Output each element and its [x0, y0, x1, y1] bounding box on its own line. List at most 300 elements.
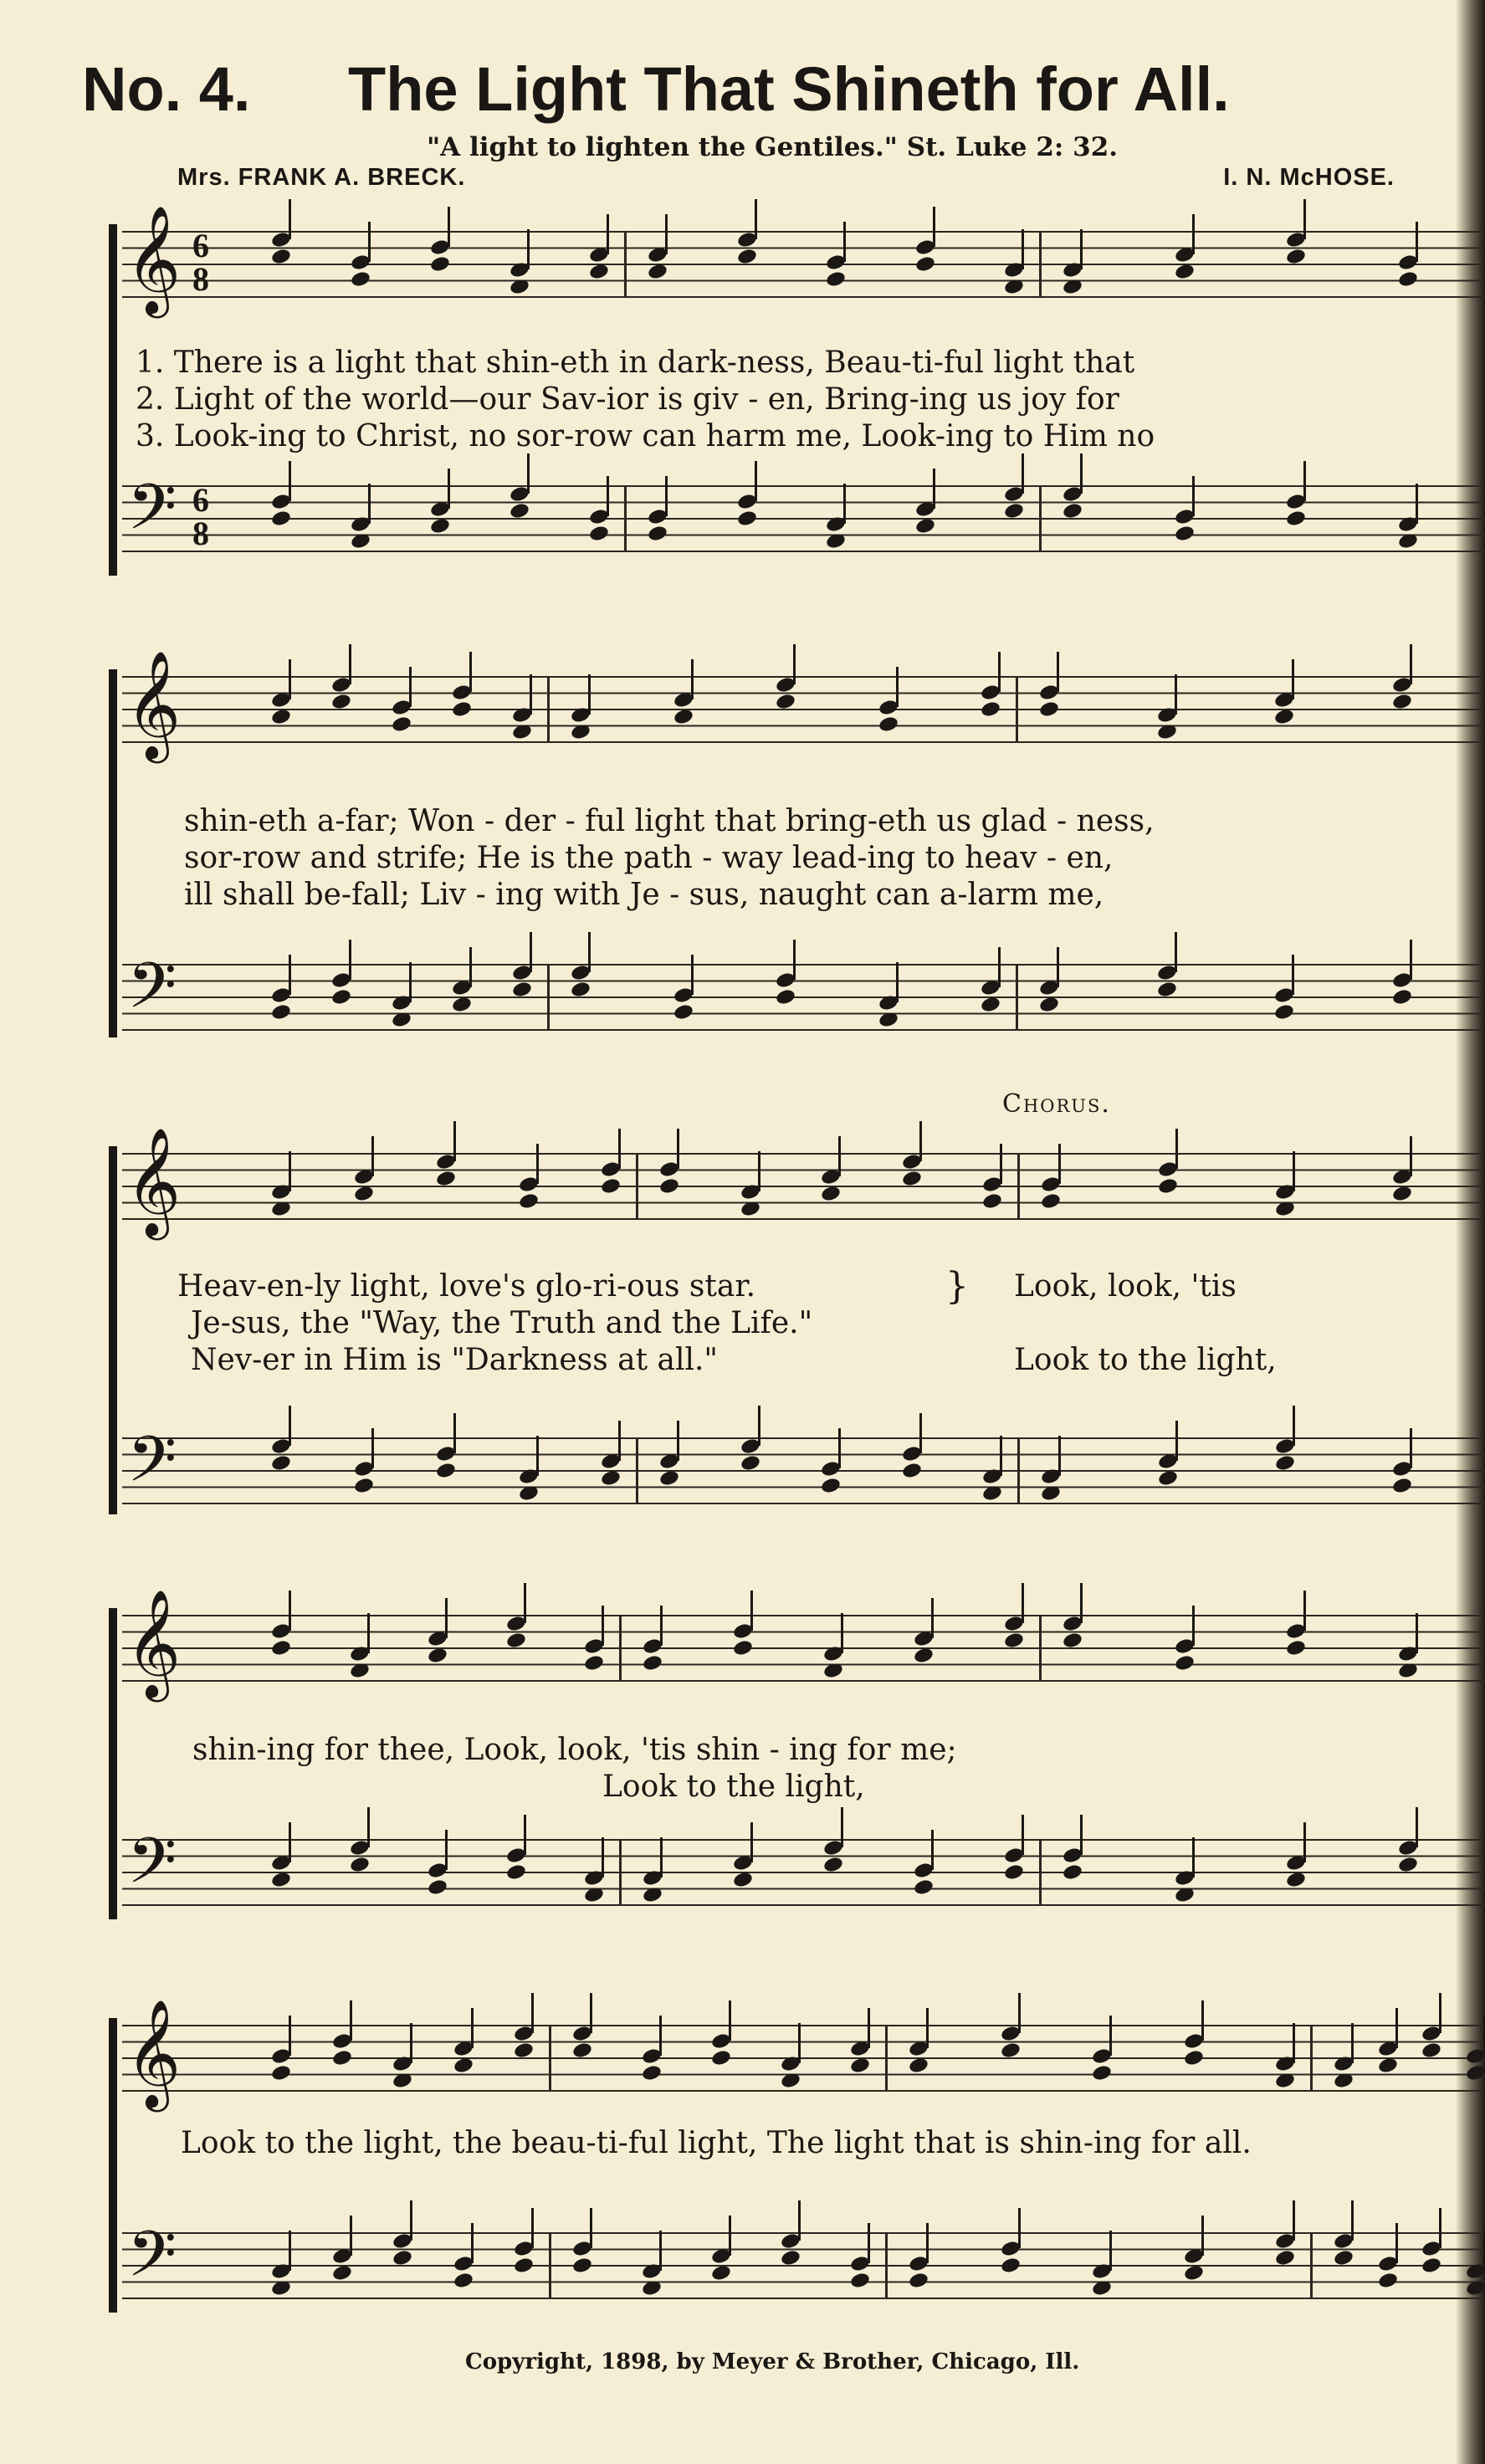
note-stem: [1080, 453, 1083, 494]
note-stem: [1000, 1144, 1002, 1184]
note-head: [330, 988, 352, 1007]
chorus-alto-line: Look to the light,: [602, 1770, 865, 1804]
barline: [547, 676, 550, 743]
note-stem: [1416, 1807, 1418, 1847]
note-head: [981, 1484, 1003, 1503]
note-head: [1183, 2264, 1205, 2282]
note-head: [1391, 693, 1413, 711]
note-head: [732, 1639, 754, 1657]
note-head: [429, 517, 451, 535]
note-stem: [843, 484, 846, 524]
note-stem: [1018, 1993, 1021, 2033]
note-head: [1285, 1871, 1307, 1889]
note-head: [914, 517, 936, 535]
note-head: [1174, 525, 1196, 543]
note-stem: [289, 1151, 291, 1191]
note-head: [1174, 1886, 1196, 1904]
note-head: [1003, 1632, 1025, 1650]
note-head: [353, 1185, 375, 1203]
chorus-label: Chorus.: [1002, 1089, 1111, 1119]
note-head: [513, 2041, 535, 2060]
note-head: [1377, 2057, 1399, 2075]
verse-2-line: 2. Light of the world—our Sav-ior is giv - en, Bring-ing us joy for: [136, 382, 1119, 417]
note-head: [600, 1177, 622, 1196]
note-head: [1091, 2064, 1113, 2082]
note-head: [1174, 1654, 1196, 1673]
note-stem: [793, 644, 796, 684]
note-head: [1038, 700, 1060, 719]
chorus-soprano-line: Look, look, 'tis: [1014, 1269, 1237, 1304]
note-stem: [527, 453, 530, 494]
note-stem: [350, 2216, 352, 2256]
music-system-5: [109, 1999, 1460, 2328]
note-stem: [750, 1822, 753, 1862]
bass-clef-icon: 𝄢: [127, 1422, 177, 1512]
note-head: [391, 1011, 412, 1029]
note-head: [1000, 2041, 1022, 2060]
note-stem: [1410, 1136, 1412, 1176]
barline: [1039, 485, 1042, 552]
verse-2-line: sor-row and strife; He is the path - way lead-ing to heav - en,: [184, 841, 1114, 875]
note-stem: [536, 1436, 539, 1476]
note-head: [878, 715, 899, 734]
note-stem: [350, 2000, 352, 2041]
note-head: [270, 510, 292, 528]
note-stem: [524, 1815, 526, 1855]
note-stem: [691, 955, 694, 995]
note-head: [1391, 1477, 1413, 1495]
note-head: [913, 1647, 935, 1665]
note-head: [270, 708, 292, 726]
note-stem: [590, 1993, 592, 2033]
note-stem: [750, 1591, 753, 1631]
note-head: [1062, 502, 1083, 520]
note-stem: [588, 674, 591, 715]
note-stem: [531, 1993, 534, 2033]
note-head: [427, 1647, 448, 1665]
note-stem: [1410, 1428, 1412, 1468]
note-stem: [531, 2208, 534, 2248]
note-head: [350, 270, 371, 289]
note-stem: [998, 652, 1001, 692]
note-head: [330, 693, 352, 711]
time-signature: 6 8: [192, 481, 209, 552]
note-head: [583, 1654, 605, 1673]
note-stem: [896, 667, 899, 707]
barline: [1039, 231, 1042, 298]
note-stem: [1018, 2208, 1021, 2248]
note-head: [1273, 1003, 1295, 1022]
system-bracket: [109, 1608, 117, 1919]
note-head: [641, 2279, 663, 2298]
note-head: [392, 2249, 413, 2267]
note-head: [1003, 278, 1025, 296]
note-head: [1274, 1454, 1296, 1473]
note-head: [641, 2064, 663, 2082]
note-stem: [367, 1613, 370, 1653]
note-stem: [931, 1830, 934, 1870]
note-stem: [758, 1151, 760, 1191]
note-head: [511, 981, 533, 999]
copyright-notice: Copyright, 1898, by Meyer & Brother, Chicago, Ill.: [465, 2349, 1080, 2374]
note-head: [647, 525, 668, 543]
note-stem: [1175, 932, 1177, 972]
note-head: [270, 2279, 292, 2298]
page-edge-shadow: [1457, 0, 1485, 2464]
note-head: [1391, 988, 1413, 1007]
note-head: [451, 996, 473, 1014]
note-head: [600, 1469, 622, 1488]
note-head: [270, 1200, 292, 1218]
barline: [885, 2025, 888, 2092]
note-stem: [841, 1807, 843, 1847]
note-head: [1397, 1662, 1419, 1680]
bass-clef-icon: 𝄢: [127, 470, 177, 560]
composer-credit: I. N. McHOSE.: [1223, 164, 1395, 191]
barline: [549, 2025, 551, 2092]
note-head: [732, 1871, 754, 1889]
bass-clef-icon: 𝄢: [127, 1824, 177, 1913]
note-stem: [367, 1807, 370, 1847]
note-stem: [445, 1598, 448, 1638]
note-stem: [469, 947, 472, 987]
note-head: [1377, 2272, 1399, 2290]
note-stem: [1395, 2223, 1398, 2263]
note-stem: [1439, 2208, 1441, 2248]
note-head: [1003, 502, 1025, 520]
note-stem: [607, 476, 609, 516]
note-head: [1091, 2279, 1113, 2298]
note-head: [658, 1177, 680, 1196]
note-head: [1062, 1632, 1083, 1650]
note-head: [270, 248, 292, 266]
note-stem: [289, 2016, 291, 2056]
note-head: [513, 2257, 535, 2275]
note-head: [710, 2264, 732, 2282]
note-head: [825, 270, 847, 289]
system-bracket: [109, 224, 117, 576]
bass-staff: [122, 470, 1485, 560]
note-stem: [524, 1583, 526, 1623]
note-head: [913, 1878, 935, 1897]
verse-1-line: Heav-en-ly light, love's glo-ri-ous star.: [177, 1269, 756, 1304]
note-head: [1397, 1856, 1419, 1874]
note-stem: [1303, 199, 1306, 239]
hymn-title: The Light That Shineth for All.: [348, 54, 1230, 124]
note-head: [1285, 248, 1307, 266]
note-stem: [1416, 222, 1418, 262]
note-head: [509, 502, 530, 520]
barline: [549, 2232, 551, 2299]
note-stem: [1175, 1129, 1178, 1169]
note-head: [451, 700, 473, 719]
note-stem: [289, 199, 291, 239]
chorus-brace: }: [945, 1265, 969, 1308]
note-head: [1285, 1639, 1307, 1657]
note-head: [1274, 2072, 1296, 2090]
barline: [1016, 676, 1018, 743]
note-stem: [445, 1830, 448, 1870]
note-stem: [838, 1428, 841, 1468]
note-head: [980, 700, 1001, 719]
note-head: [349, 1662, 371, 1680]
note-stem: [1410, 940, 1412, 980]
note-head: [1156, 723, 1178, 741]
note-stem: [998, 947, 1001, 987]
note-stem: [1303, 461, 1306, 501]
barline: [1310, 2025, 1313, 2092]
note-stem: [1057, 652, 1059, 692]
note-stem: [289, 659, 291, 699]
note-stem: [660, 1606, 663, 1646]
note-head: [270, 1871, 292, 1889]
barline: [885, 2232, 888, 2299]
note-head: [270, 1003, 292, 1022]
note-head: [849, 2057, 871, 2075]
note-stem: [1201, 2216, 1204, 2256]
note-stem: [588, 932, 591, 972]
note-stem: [590, 2208, 592, 2248]
note-stem: [896, 962, 899, 1002]
hymn-number: No. 4.: [82, 54, 251, 124]
note-head: [588, 525, 610, 543]
note-head: [736, 248, 758, 266]
note-stem: [289, 955, 291, 995]
note-stem: [798, 2023, 801, 2063]
verse-3-line: ill shall be-fall; Liv - ing with Je - sus, naught can a-larm me,: [184, 878, 1104, 912]
note-head: [642, 1654, 663, 1673]
note-head: [331, 2264, 353, 2282]
note-stem: [349, 644, 351, 684]
note-stem: [1022, 1583, 1024, 1623]
verse-1-line: 1. There is a light that shin-eth in dark-ness, Beau-ti-ful light that: [136, 346, 1135, 380]
note-stem: [536, 1144, 539, 1184]
note-head: [1273, 708, 1295, 726]
bass-staff: [122, 1824, 1485, 1913]
note-stem: [665, 476, 668, 516]
note-stem: [1080, 1583, 1083, 1623]
note-stem: [289, 1406, 291, 1446]
note-head: [1062, 278, 1083, 296]
note-stem: [926, 2223, 929, 2263]
note-head: [780, 2072, 801, 2090]
note-stem: [1057, 947, 1059, 987]
note-stem: [371, 1428, 374, 1468]
note-stem: [530, 674, 532, 715]
barline: [1039, 1839, 1042, 1906]
note-stem: [838, 1136, 841, 1176]
note-stem: [1293, 1151, 1295, 1191]
system-bracket: [109, 1146, 117, 1514]
music-system-3: [109, 1127, 1460, 1523]
note-stem: [410, 2200, 412, 2241]
note-head: [583, 1886, 605, 1904]
bass-staff: [122, 949, 1485, 1038]
note-head: [1465, 2047, 1485, 2066]
note-head: [1062, 1863, 1083, 1882]
note-head: [353, 1477, 375, 1495]
note-stem: [602, 1837, 604, 1877]
note-stem: [289, 1822, 291, 1862]
note-head: [901, 1170, 923, 1188]
note-stem: [1192, 1837, 1195, 1877]
note-stem: [1293, 2200, 1295, 2241]
note-head: [820, 1477, 842, 1495]
treble-clef-icon: 𝄞: [125, 1127, 182, 1236]
treble-clef-icon: 𝄞: [125, 1999, 182, 2108]
note-stem: [1192, 214, 1195, 254]
note-stem: [1292, 659, 1294, 699]
chorus-soprano-line: shin-ing for thee, Look, look, 'tis shin - ing for me;: [192, 1733, 957, 1767]
note-stem: [659, 2231, 662, 2271]
note-head: [331, 2049, 353, 2067]
note-stem: [755, 461, 757, 501]
music-system-4: [109, 1589, 1460, 1934]
note-stem: [1293, 1406, 1295, 1446]
time-signature: 6 8: [192, 227, 209, 298]
note-stem: [530, 932, 532, 972]
note-head: [740, 1454, 761, 1473]
note-head: [570, 723, 591, 741]
note-stem: [1395, 2008, 1398, 2048]
barline: [619, 1615, 622, 1682]
note-head: [1333, 2249, 1354, 2267]
bass-clef-icon: 𝄢: [127, 2217, 177, 2307]
note-stem: [841, 1613, 843, 1653]
note-head: [1174, 263, 1196, 281]
note-head: [453, 2272, 474, 2290]
note-stem: [926, 2008, 929, 2048]
bass-staff: [122, 2217, 1485, 2307]
note-stem: [1175, 674, 1177, 715]
chorus-alto-line: Look to the light,: [1014, 1343, 1277, 1377]
note-stem: [1022, 1815, 1024, 1855]
note-stem: [1416, 1613, 1418, 1653]
verse-3-line: 3. Look-ing to Christ, no sor-row can harm me, Look-ing to Him no: [136, 419, 1155, 453]
barline: [1039, 1615, 1042, 1682]
barline: [636, 1153, 638, 1220]
note-head: [350, 532, 371, 551]
note-head: [391, 715, 412, 734]
note-stem: [471, 2008, 474, 2048]
note-stem: [371, 1136, 374, 1176]
note-stem: [1080, 1815, 1083, 1855]
system-bracket: [109, 669, 117, 1037]
note-stem: [453, 1413, 456, 1453]
treble-staff: [122, 1999, 1485, 2108]
note-head: [270, 2064, 292, 2082]
note-stem: [1058, 1436, 1061, 1476]
note-stem: [758, 1406, 760, 1446]
note-head: [820, 1185, 842, 1203]
note-head: [1003, 1863, 1025, 1882]
note-head: [509, 278, 530, 296]
note-stem: [409, 962, 412, 1002]
note-stem: [349, 940, 351, 980]
note-stem: [1080, 229, 1083, 269]
note-stem: [677, 1421, 679, 1461]
note-stem: [755, 199, 757, 239]
note-head: [571, 2257, 593, 2275]
note-head: [775, 693, 796, 711]
note-head: [1333, 2072, 1354, 2090]
note-head: [511, 723, 533, 741]
note-head: [1040, 1192, 1062, 1211]
note-head: [1183, 2049, 1205, 2067]
note-head: [1465, 2262, 1485, 2281]
note-head: [1000, 2257, 1022, 2275]
note-head: [1274, 2249, 1296, 2267]
barline: [1017, 1153, 1020, 1220]
note-head: [981, 1192, 1003, 1211]
note-head: [980, 996, 1001, 1014]
note-stem: [1192, 1606, 1195, 1646]
note-stem: [729, 2216, 731, 2256]
note-head: [642, 1886, 663, 1904]
note-stem: [1303, 1822, 1306, 1862]
note-head: [1156, 981, 1178, 999]
barline: [547, 964, 550, 1031]
note-head: [849, 2272, 871, 2290]
note-stem: [1058, 1144, 1061, 1184]
barline: [1017, 1437, 1020, 1504]
note-head: [1157, 1177, 1179, 1196]
note-stem: [289, 1591, 291, 1631]
note-stem: [677, 1129, 679, 1169]
note-head: [825, 532, 847, 551]
treble-clef-icon: 𝄞: [125, 650, 182, 759]
note-head: [673, 708, 694, 726]
note-head: [505, 1632, 527, 1650]
note-head: [908, 2272, 929, 2290]
note-stem: [1109, 2016, 1112, 2056]
note-head: [740, 1200, 761, 1218]
note-stem: [368, 222, 371, 262]
treble-staff: [122, 1127, 1485, 1236]
note-head: [427, 1878, 448, 1897]
bass-clef-icon: 𝄢: [127, 949, 177, 1038]
note-head: [908, 2057, 929, 2075]
note-stem: [1416, 484, 1418, 524]
author-credit: Mrs. FRANK A. BRECK.: [177, 164, 466, 191]
barline: [1310, 2232, 1313, 2299]
note-stem: [1175, 1421, 1178, 1461]
scripture-reference: "A light to lighten the Gentiles." St. Luke 2: 32.: [427, 132, 1119, 162]
note-stem: [1022, 229, 1024, 269]
note-head: [822, 1856, 844, 1874]
note-head: [878, 1011, 899, 1029]
note-stem: [607, 214, 609, 254]
note-stem: [368, 484, 371, 524]
note-head: [1421, 2257, 1442, 2275]
note-stem: [931, 1598, 934, 1638]
music-system-1: [109, 205, 1460, 592]
note-stem: [289, 461, 291, 501]
note-stem: [618, 1421, 621, 1461]
note-head: [822, 1662, 844, 1680]
title-row: [82, 52, 1387, 127]
note-stem: [469, 652, 472, 692]
barline: [624, 485, 627, 552]
barline: [636, 1437, 638, 1504]
note-head: [1397, 532, 1419, 551]
note-stem: [665, 214, 668, 254]
note-stem: [729, 2000, 731, 2041]
note-head: [914, 255, 936, 274]
treble-clef-icon: 𝄞: [125, 205, 182, 314]
note-head: [1465, 2064, 1485, 2082]
treble-staff: [122, 205, 1485, 314]
